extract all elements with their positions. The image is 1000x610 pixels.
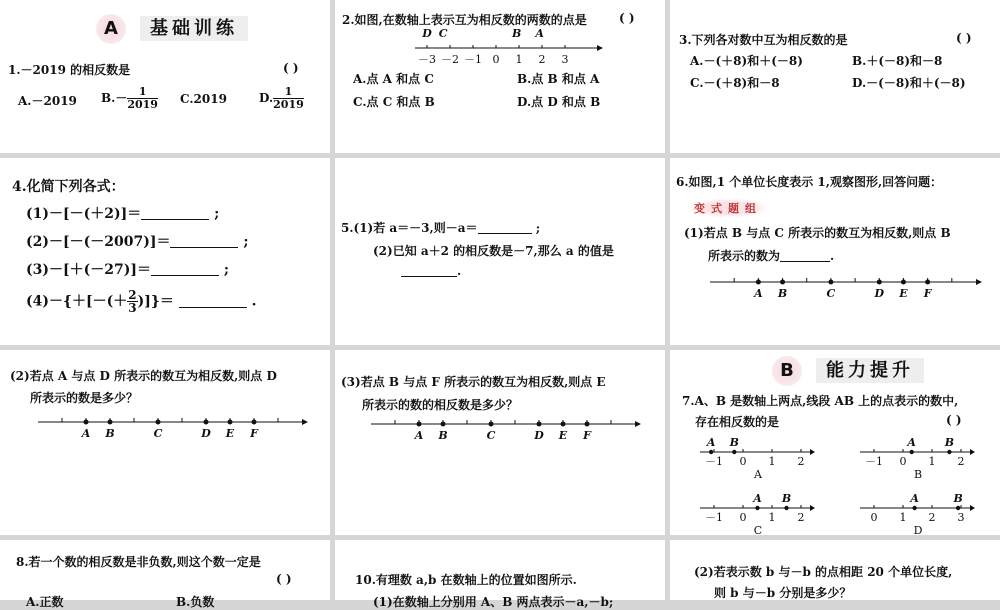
item-3 [26,259,229,279]
point-label: A [753,492,762,505]
item-2-text: (2)－[－(－2007)]＝ [26,234,171,250]
option-b: B.＋(－8)和－8 [852,54,943,68]
tick-label: －2 [441,53,459,66]
point-label: A [81,427,91,440]
point-label: D [874,287,885,300]
item-4 [26,289,257,314]
answer-paren: ( ) [283,61,299,75]
axis-arrow [810,505,815,511]
section-title: 基础训练 [140,16,248,41]
point-label: F [250,427,258,440]
point-dot [489,422,494,427]
point-dot [204,420,209,425]
option-d: D.－(－8)和＋(－8) [852,76,966,90]
point-dot [709,450,713,454]
number-line-q2 [335,26,665,70]
answer-blank [179,295,247,308]
number-line-part-3 [335,410,665,450]
point-label: C [826,287,836,300]
point-label: A [706,436,716,449]
tick-label: －1 [705,511,723,524]
sub-question-1-prompt: 所表示的数为 [708,249,781,263]
choice-label: D [913,524,923,537]
fraction-numerator: 2 [128,288,137,302]
tick-label: 0 [739,511,747,524]
point-label: C [438,27,448,40]
option-b: B.点 B 和点 A [517,72,600,86]
panel-question-6 [670,158,1000,345]
point-label: B [512,27,522,40]
axis-arrow [302,419,308,425]
panel-question-4 [0,158,330,345]
section-letter: A [96,14,126,44]
answer-blank [141,207,209,220]
panel-question-5 [335,158,665,345]
tick-label: 0 [739,455,747,468]
point-label: B [105,427,115,440]
fraction-denominator: 2019 [127,98,158,111]
point-label: A [414,429,424,442]
tick-label: 1 [768,455,776,468]
point-label: A [754,287,763,300]
point-label: B [777,287,788,300]
question-8-text: 8.若一个数的相反数是非负数,则这个数一定是 [16,555,261,569]
question-5-part-2: (2)已知 a＋2 的相反数是－7,那么 a 的值是 [373,244,614,258]
tick-label: 1 [928,455,936,468]
variant-tag: 变式题组 [686,198,770,218]
question-3-text: 3.下列各对数中互为相反数的是 [679,33,848,47]
option-a: A.－2019 [18,94,77,108]
panel-question-10 [335,540,665,609]
section-title: 能力提升 [816,358,924,383]
point-label: A [535,27,544,40]
sub-question-2-prompt: 所表示的数是多少？ [30,391,139,405]
panel-question-2 [335,0,665,153]
point-dot [956,506,960,510]
point-label: E [899,287,908,300]
point-dot [828,280,833,285]
choice-label: B [913,468,923,481]
point-label: B [729,436,739,449]
answer-blank [780,249,830,262]
semicolon: ; [223,262,230,278]
sub-question-3-prompt: 所表示的数的相反数是多少？ [362,398,519,412]
point-dot [561,422,566,427]
point-label: B [781,492,792,505]
sub-question-1: (1)若点 B 与点 C 所表示的数互为相反数,则点 B [684,226,951,240]
answer-blank [151,263,219,276]
answer-blank [170,235,238,248]
question-10-sub-2: (2)若表示数 b 与－b 的点相距 20 个单位长度, [694,565,953,579]
tick-label: 0 [492,53,500,66]
option-b: B.负数 [176,595,215,609]
tick-label: 1 [899,511,907,524]
panel-question-7 [670,350,1000,535]
answer-blank [401,264,457,277]
tick-label: －3 [418,53,436,66]
fraction-numerator: 1 [273,86,304,99]
tick-label: －1 [464,53,482,66]
semicolon: ; [243,234,249,250]
point-dot [228,420,233,425]
point-label: B [953,492,963,505]
option-b [101,86,158,111]
option-d-prefix: D. [259,91,274,105]
period: . [251,293,257,310]
answer-blank [478,221,532,234]
question-2-text: 2.如图,在数轴上表示互为相反数的两数的点是 [342,13,587,27]
option-c: C.2019 [180,92,227,106]
point-label: E [225,427,235,440]
option-c: C.点 C 和点 B [353,95,435,109]
option-d-fraction [273,86,304,111]
tick-label: －1 [705,455,723,468]
answer-paren: ( ) [619,11,635,25]
point-dot [901,280,906,285]
point-dot [877,280,882,285]
semicolon: ; [214,206,220,222]
question-7-number-lines [670,428,1000,537]
question-1-text: 1.－2019 的相反数是 [8,63,131,77]
point-dot [252,420,257,425]
tick-label: 2 [797,511,805,524]
tick-label: 3 [957,511,965,524]
point-label: D [201,427,211,440]
section-letter: B [772,356,802,386]
axis-arrow [635,421,641,427]
answer-paren: ( ) [276,572,292,586]
point-dot [108,420,113,425]
point-dot [755,506,759,510]
question-5-part-1 [341,219,540,236]
question-10-sub-1: (1)在数轴上分别用 A、B 两点表示－a,－b; [373,595,614,609]
point-dot [441,422,446,427]
question-10-sub-2-prompt: 则 b 与－b 分别是多少？ [714,586,852,600]
point-dot [732,450,736,454]
point-dot [912,506,916,510]
point-dot [925,280,930,285]
point-label: F [583,429,591,442]
period: . [457,264,462,278]
tick-label: 1 [768,511,776,524]
tick-label: 1 [515,53,523,66]
question-7-text: 7.A、B 是数轴上两点,线段 AB 上的点表示的数中, [682,394,959,408]
point-dot [947,450,951,454]
point-dot [537,422,542,427]
item-4-suffix: )]}＝ [137,293,174,310]
question-10-text: 10.有理数 a,b 在数轴上的位置如图所示. [355,573,577,587]
axis-arrow [970,449,975,455]
item-1-text: (1)－[－(＋2)]＝ [26,206,142,222]
point-label: A [910,492,919,505]
point-label: E [558,429,568,442]
point-label: D [534,429,544,442]
axis-arrow [976,279,982,285]
question-4-text: 4.化简下列各式： [12,179,125,195]
option-a: A.－(＋8)和＋(－8) [690,54,803,68]
panel-question-6-part-3 [335,350,665,535]
question-6-text: 6.如图,1 个单位长度表示 1,观察图形,回答问题： [676,175,943,189]
point-label: D [422,27,432,40]
axis-arrow [970,505,975,511]
point-label: F [923,287,932,300]
tick-label: 2 [928,511,936,524]
panel-question-6-part-2 [0,350,330,535]
panel-question-8 [0,540,330,609]
point-dot [910,450,914,454]
number-line-q6 [670,268,1000,308]
panel-question-10-part-2 [670,540,1000,600]
choice-label: A [754,468,762,481]
panel-question-1 [0,0,330,153]
tick-label: 2 [957,455,965,468]
section-a-header [96,14,248,44]
option-b-fraction [127,86,158,111]
point-dot [417,422,422,427]
option-d [259,86,304,111]
item-3-text: (3)－[＋(－27)]＝ [26,262,151,278]
point-label: C [153,427,163,440]
option-a: A.点 A 和点 C [353,72,434,86]
point-dot [585,422,590,427]
tick-label: 0 [899,455,907,468]
tick-label: 0 [870,511,878,524]
option-c: C.－(＋8)和－8 [690,76,780,90]
part-1-text: 5.(1)若 a＝－3,则－a＝ [341,221,478,235]
axis-arrow [810,449,815,455]
point-dot [784,506,788,510]
tick-label: －1 [865,455,883,468]
option-d: D.点 D 和点 B [517,95,601,109]
point-label: A [907,436,916,449]
point-dot [780,280,785,285]
tick-label: 3 [561,53,569,66]
fraction-numerator: 1 [127,86,158,99]
point-label: C [486,429,496,442]
item-4-prefix: (4)－{＋[－(＋ [26,293,128,310]
point-label: B [438,429,448,442]
option-a: A.正数 [26,595,64,609]
panel-question-3 [670,0,1000,153]
tick-label: 2 [797,455,805,468]
point-dot [84,420,89,425]
item-2 [26,231,249,251]
sub-question-3: (3)若点 B 与点 F 所表示的数互为相反数,则点 E [341,375,606,389]
section-b-header [772,356,924,386]
semicolon: ; [535,221,541,235]
point-label: B [944,436,955,449]
fraction-denominator: 3 [128,301,137,315]
sub-question-2: (2)若点 A 与点 D 所表示的数互为相反数,则点 D [10,369,277,383]
point-dot [756,280,761,285]
question-5-part-2-answer [401,264,461,278]
item-4-fraction [127,289,137,314]
option-b-prefix: B.－ [101,91,128,105]
fraction-denominator: 2019 [273,98,304,111]
point-dot [156,420,161,425]
choice-label: C [753,524,763,537]
period: . [830,249,835,263]
question-7-prompt: 存在相反数的是 [695,415,780,429]
answer-paren: ( ) [946,413,962,427]
tick-label: 2 [538,53,546,66]
item-1 [26,203,219,223]
answer-paren: ( ) [956,31,972,45]
sub-question-1-answer [708,247,834,264]
number-line-part-2 [0,408,330,448]
